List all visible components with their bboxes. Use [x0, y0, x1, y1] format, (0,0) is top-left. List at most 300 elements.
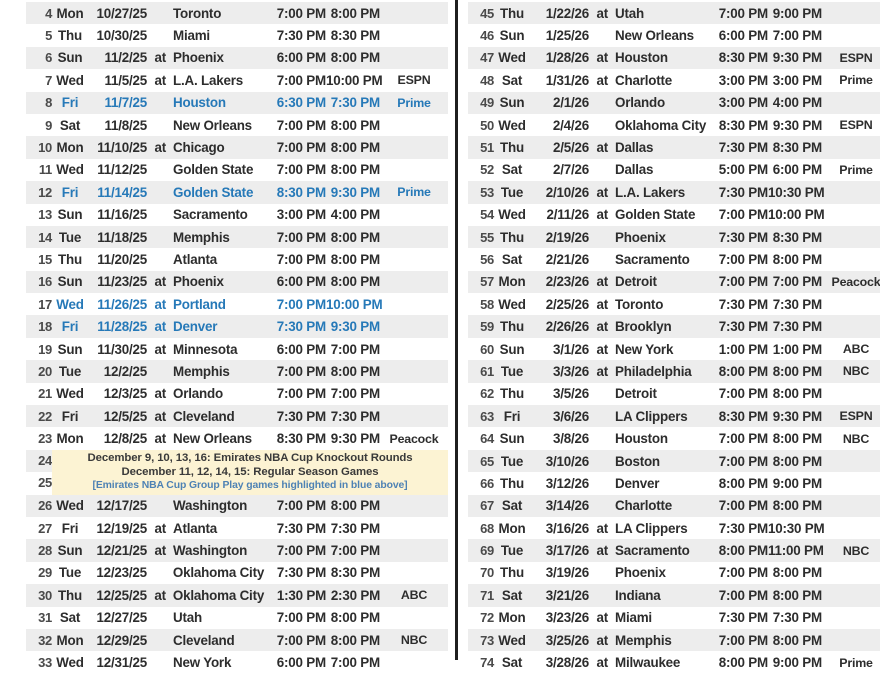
game-number: 28	[38, 543, 52, 559]
nba-cup-note	[52, 450, 448, 495]
game-date: 1/22/26	[545, 5, 589, 21]
eastern-time: 9:30 PM	[772, 117, 823, 133]
opponent-name: Miami	[173, 28, 210, 44]
game-day: Wed	[498, 296, 526, 312]
game-number: 68	[480, 520, 494, 536]
local-time: 7:30 PM	[718, 520, 768, 536]
game-row	[26, 338, 448, 360]
eastern-time: 3:00 PM	[772, 72, 822, 88]
eastern-time: 8:00 PM	[772, 251, 822, 267]
game-date: 3/1/26	[552, 341, 589, 357]
game-day: Wed	[498, 632, 526, 648]
game-number: 53	[480, 184, 494, 200]
local-time: 7:30 PM	[276, 565, 327, 581]
game-number: 55	[480, 229, 494, 245]
away-indicator: at	[154, 319, 166, 335]
game-day: Fri	[61, 95, 79, 111]
eastern-time: 8:30 PM	[772, 229, 822, 245]
game-number: 72	[480, 610, 494, 626]
local-time: 7:00 PM	[718, 207, 768, 223]
game-day: Tue	[58, 363, 82, 379]
opponent-name: New Orleans	[173, 431, 252, 447]
game-row	[26, 629, 448, 651]
game-day: Sun	[499, 341, 525, 357]
game-row	[26, 293, 448, 315]
opponent-name: Atlanta	[173, 520, 217, 536]
game-number: 12	[38, 184, 52, 200]
game-day: Thu	[500, 319, 524, 335]
game-row	[26, 495, 448, 517]
game-number: 10	[38, 140, 52, 156]
game-row	[468, 69, 880, 91]
away-indicator: at	[154, 341, 166, 357]
game-day: Tue	[500, 363, 524, 379]
game-number: 6	[45, 50, 52, 66]
game-date: 3/28/26	[545, 655, 589, 671]
eastern-time: 8:30 PM	[772, 140, 822, 156]
eastern-time: 8:00 PM	[330, 498, 380, 514]
game-day: Fri	[61, 319, 79, 335]
game-row	[468, 181, 880, 203]
game-row	[468, 226, 880, 248]
game-row	[468, 450, 880, 472]
game-number: 64	[480, 431, 494, 447]
eastern-time: 7:00 PM	[330, 655, 380, 671]
game-row	[26, 159, 448, 181]
eastern-time: 8:30 PM	[330, 28, 380, 44]
tv-network: NBC	[842, 543, 870, 558]
game-row	[468, 338, 880, 360]
local-time: 7:30 PM	[276, 28, 326, 44]
eastern-time: 9:30 PM	[330, 184, 380, 200]
game-date: 11/26/25	[97, 296, 147, 312]
local-time: 7:00 PM	[276, 5, 326, 21]
game-day: Sat	[59, 117, 81, 133]
game-date: 12/31/25	[96, 655, 147, 671]
local-time: 3:00 PM	[276, 207, 326, 223]
away-indicator: at	[596, 543, 608, 559]
game-day: Mon	[56, 632, 84, 648]
game-row	[468, 47, 880, 69]
eastern-time: 6:00 PM	[772, 162, 822, 178]
local-time: 6:00 PM	[276, 655, 326, 671]
game-day: Tue	[58, 565, 82, 581]
tv-network: ABC	[842, 342, 870, 357]
game-date: 12/27/25	[96, 610, 147, 626]
game-day: Thu	[58, 587, 82, 603]
opponent-name: Charlotte	[615, 498, 672, 514]
eastern-time: 8:00 PM	[330, 117, 380, 133]
game-number: 4	[45, 5, 52, 21]
local-time: 7:00 PM	[276, 72, 326, 88]
eastern-time: 8:00 PM	[772, 587, 822, 603]
game-day: Wed	[498, 50, 526, 66]
away-indicator: at	[596, 363, 608, 379]
game-row	[26, 226, 448, 248]
game-date: 3/5/26	[552, 386, 589, 402]
game-number: 65	[480, 453, 494, 469]
opponent-name: Houston	[615, 431, 668, 447]
eastern-time: 8:00 PM	[772, 386, 822, 402]
eastern-time: 8:00 PM	[772, 632, 822, 648]
local-time: 7:30 PM	[276, 520, 326, 536]
game-number: 59	[480, 319, 494, 335]
local-time: 7:00 PM	[276, 140, 326, 156]
away-indicator: at	[596, 296, 608, 312]
tv-network: ESPN	[397, 73, 431, 88]
away-indicator: at	[154, 408, 166, 424]
game-day: Fri	[61, 408, 79, 424]
opponent-name: Milwaukee	[615, 655, 681, 671]
game-date: 11/2/25	[104, 50, 147, 66]
eastern-time: 9:30 PM	[330, 319, 380, 335]
eastern-time: 10:00 PM	[768, 207, 825, 223]
opponent-name: Utah	[173, 610, 202, 626]
opponent-name: Minnesota	[173, 341, 238, 357]
game-date: 2/23/26	[545, 274, 589, 290]
game-row	[468, 405, 880, 427]
game-date: 12/3/25	[103, 386, 147, 402]
opponent-name: Brooklyn	[615, 319, 672, 335]
game-day: Wed	[56, 386, 84, 402]
game-date: 3/17/26	[545, 543, 589, 559]
game-row	[468, 315, 880, 337]
local-time: 6:00 PM	[276, 274, 326, 290]
local-time: 7:00 PM	[718, 565, 768, 581]
eastern-time: 7:30 PM	[330, 95, 380, 111]
schedule-column-right	[468, 2, 880, 674]
local-time: 7:30 PM	[718, 319, 768, 335]
game-day: Wed	[56, 72, 84, 88]
opponent-name: Dallas	[615, 162, 654, 178]
local-time: 8:00 PM	[718, 655, 768, 671]
game-number: 30	[38, 587, 52, 603]
game-row	[26, 427, 448, 449]
game-row	[468, 248, 880, 270]
eastern-time: 8:00 PM	[772, 363, 822, 379]
game-day: Thu	[500, 5, 524, 21]
opponent-name: Oklahoma City	[614, 117, 707, 133]
game-day: Thu	[58, 251, 82, 267]
game-day: Sat	[501, 251, 523, 267]
game-row	[468, 204, 880, 226]
game-number: 61	[480, 363, 494, 379]
cup-note-line2: December 11, 12, 14, 15: Regular Season Games	[121, 466, 379, 479]
game-date: 11/20/25	[97, 251, 147, 267]
opponent-name: Charlotte	[615, 72, 672, 88]
local-time: 7:00 PM	[276, 296, 326, 312]
game-date: 10/27/25	[96, 5, 147, 21]
opponent-name: Oklahoma City	[172, 565, 265, 581]
game-number: 50	[480, 117, 494, 133]
opponent-name: New York	[173, 655, 232, 671]
opponent-name: Boston	[615, 453, 660, 469]
game-day: Sun	[57, 543, 83, 559]
local-time: 5:00 PM	[718, 162, 768, 178]
game-day: Wed	[56, 655, 84, 671]
banner-game-numbers	[26, 450, 52, 495]
tv-network: Peacock	[831, 274, 880, 289]
game-number: 20	[38, 363, 52, 379]
local-time: 7:00 PM	[276, 363, 326, 379]
away-indicator: at	[154, 386, 166, 402]
eastern-time: 10:00 PM	[326, 72, 383, 88]
game-date: 12/23/25	[96, 565, 147, 581]
game-number: 45	[480, 5, 494, 21]
game-row	[26, 204, 448, 226]
away-indicator: at	[154, 520, 166, 536]
game-row	[26, 360, 448, 382]
game-row	[26, 607, 448, 629]
local-time: 8:00 PM	[718, 475, 768, 491]
opponent-name: Philadelphia	[615, 363, 692, 379]
opponent-name: Indiana	[615, 587, 661, 603]
game-date: 2/7/26	[552, 162, 589, 178]
eastern-time: 7:00 PM	[330, 341, 380, 357]
local-time: 7:30 PM	[718, 610, 768, 626]
opponent-name: Atlanta	[173, 251, 217, 267]
opponent-name: L.A. Lakers	[615, 184, 685, 200]
game-row	[26, 405, 448, 427]
local-time: 7:30 PM	[718, 296, 768, 312]
game-number: 56	[480, 251, 494, 267]
game-number: 63	[480, 408, 494, 424]
game-day: Wed	[56, 296, 84, 312]
tv-network: Prime	[397, 95, 431, 110]
local-time: 1:30 PM	[276, 587, 327, 603]
game-day: Tue	[500, 184, 524, 200]
opponent-name: Houston	[173, 95, 226, 111]
local-time: 7:00 PM	[718, 498, 768, 514]
schedule-column-left	[26, 2, 448, 674]
game-day: Sun	[499, 95, 525, 111]
eastern-time: 9:30 PM	[772, 408, 822, 424]
opponent-name: Phoenix	[173, 50, 224, 66]
game-date: 3/10/26	[545, 453, 589, 469]
opponent-name: New York	[615, 341, 674, 357]
away-indicator: at	[596, 72, 608, 88]
local-time: 7:00 PM	[718, 386, 768, 402]
local-time: 7:00 PM	[276, 498, 326, 514]
local-time: 8:30 PM	[718, 50, 768, 66]
game-row	[26, 181, 448, 203]
game-date: 10/30/25	[96, 28, 147, 44]
opponent-name: Cleveland	[173, 408, 235, 424]
away-indicator: at	[596, 184, 608, 200]
game-day: Wed	[56, 162, 84, 178]
game-day: Thu	[500, 229, 524, 245]
opponent-name: Dallas	[615, 140, 654, 156]
eastern-time: 8:00 PM	[330, 50, 380, 66]
eastern-time: 9:00 PM	[772, 475, 822, 491]
local-time: 7:00 PM	[276, 117, 326, 133]
game-day: Thu	[500, 475, 524, 491]
away-indicator: at	[596, 610, 608, 626]
opponent-name: LA Clippers	[615, 408, 688, 424]
game-day: Wed	[498, 207, 526, 223]
tv-network: NBC	[400, 633, 428, 648]
game-row	[26, 92, 448, 114]
game-row	[26, 47, 448, 69]
eastern-time: 4:00 PM	[330, 207, 380, 223]
game-date: 11/14/25	[97, 184, 147, 200]
column-divider	[455, 0, 458, 660]
game-row	[468, 159, 880, 181]
eastern-time: 9:30 PM	[772, 50, 822, 66]
game-day: Thu	[500, 565, 524, 581]
game-row	[26, 136, 448, 158]
away-indicator: at	[154, 274, 166, 290]
local-time: 7:30 PM	[276, 408, 326, 424]
game-number: 33	[38, 655, 52, 671]
opponent-name: LA Clippers	[615, 520, 688, 536]
game-date: 11/30/25	[97, 341, 147, 357]
game-day: Sun	[57, 207, 83, 223]
tv-network: NBC	[842, 431, 870, 446]
away-indicator: at	[596, 632, 608, 648]
game-day: Sat	[59, 610, 81, 626]
game-day: Fri	[61, 520, 79, 536]
opponent-name: Oklahoma City	[172, 587, 265, 603]
opponent-name: Denver	[173, 319, 218, 335]
game-date: 11/7/25	[104, 95, 147, 111]
game-row	[468, 24, 880, 46]
opponent-name: Memphis	[615, 632, 672, 648]
opponent-name: Houston	[615, 50, 668, 66]
away-indicator: at	[596, 655, 608, 671]
opponent-name: Portland	[173, 296, 226, 312]
game-day: Thu	[500, 140, 524, 156]
game-row	[468, 539, 880, 561]
game-row	[26, 562, 448, 584]
game-row	[468, 427, 880, 449]
opponent-name: Toronto	[615, 296, 664, 312]
eastern-time: 9:30 PM	[330, 431, 380, 447]
game-row	[468, 293, 880, 315]
local-time: 8:30 PM	[718, 117, 769, 133]
tv-network: ABC	[400, 588, 428, 603]
away-indicator: at	[154, 296, 166, 312]
game-row	[26, 383, 448, 405]
eastern-time: 8:00 PM	[772, 431, 822, 447]
opponent-name: Toronto	[173, 5, 222, 21]
eastern-time: 7:00 PM	[330, 543, 380, 559]
game-date: 2/10/26	[545, 184, 589, 200]
game-number: 26	[38, 498, 52, 514]
game-number: 29	[38, 565, 52, 581]
tv-network: Prime	[397, 185, 431, 200]
eastern-time: 9:00 PM	[772, 655, 822, 671]
game-number: 8	[45, 95, 52, 111]
opponent-name: New Orleans	[173, 117, 252, 133]
game-day: Sat	[501, 587, 523, 603]
game-row	[26, 2, 448, 24]
game-number: 11	[38, 162, 52, 178]
game-row	[26, 539, 448, 561]
game-number: 51	[480, 140, 494, 156]
eastern-time: 10:30 PM	[768, 184, 825, 200]
eastern-time: 8:00 PM	[330, 5, 380, 21]
game-day: Tue	[58, 229, 82, 245]
eastern-time: 7:00 PM	[772, 274, 822, 290]
away-indicator: at	[596, 5, 608, 21]
opponent-name: Orlando	[173, 386, 223, 402]
opponent-name: Detroit	[615, 274, 657, 290]
game-number: 46	[480, 28, 494, 44]
away-indicator: at	[596, 274, 608, 290]
game-day: Tue	[500, 453, 524, 469]
game-day: Sun	[57, 274, 83, 290]
eastern-time: 8:00 PM	[330, 632, 380, 648]
game-number: 22	[38, 408, 52, 424]
game-day: Mon	[56, 140, 84, 156]
game-number: 57	[480, 274, 494, 290]
game-date: 2/19/26	[545, 229, 589, 245]
opponent-name: Sacramento	[173, 207, 248, 223]
game-day: Fri	[503, 408, 521, 424]
game-number: 47	[480, 50, 494, 66]
eastern-time: 7:30 PM	[772, 610, 822, 626]
game-row	[468, 92, 880, 114]
local-time: 6:00 PM	[276, 50, 326, 66]
tv-network: Prime	[839, 73, 873, 88]
local-time: 7:30 PM	[718, 140, 768, 156]
eastern-time: 8:00 PM	[772, 453, 822, 469]
away-indicator: at	[596, 341, 608, 357]
eastern-time: 9:00 PM	[772, 5, 822, 21]
game-date: 12/17/25	[96, 498, 147, 514]
game-date: 11/8/25	[104, 117, 147, 133]
game-number: 48	[480, 72, 494, 88]
game-number: 14	[38, 229, 52, 245]
game-day: Tue	[500, 543, 524, 559]
game-number: 49	[480, 95, 494, 111]
opponent-name: Phoenix	[615, 229, 666, 245]
game-number: 13	[38, 207, 52, 223]
local-time: 7:00 PM	[276, 162, 326, 178]
game-date: 3/25/26	[545, 632, 589, 648]
game-number: 19	[38, 341, 52, 357]
local-time: 7:00 PM	[718, 431, 768, 447]
away-indicator: at	[596, 50, 608, 66]
opponent-name: Phoenix	[615, 565, 666, 581]
game-date: 3/19/26	[545, 565, 589, 581]
game-row	[468, 584, 880, 606]
eastern-time: 7:00 PM	[330, 386, 380, 402]
game-number: 67	[480, 498, 494, 514]
away-indicator: at	[596, 319, 608, 335]
game-number: 5	[45, 28, 52, 44]
game-date: 11/16/25	[97, 207, 147, 223]
eastern-time: 8:00 PM	[330, 140, 380, 156]
opponent-name: Miami	[615, 610, 652, 626]
eastern-time: 7:30 PM	[772, 319, 822, 335]
opponent-name: Washington	[173, 498, 248, 514]
away-indicator: at	[154, 140, 166, 156]
eastern-time: 8:00 PM	[330, 363, 380, 379]
tv-network: Peacock	[389, 431, 439, 446]
local-time: 3:00 PM	[718, 95, 768, 111]
game-number: 27	[38, 520, 52, 536]
game-date: 3/14/26	[545, 498, 589, 514]
local-time: 7:00 PM	[718, 274, 768, 290]
away-indicator: at	[154, 587, 166, 603]
game-date: 2/11/26	[546, 207, 589, 223]
game-date: 2/25/26	[545, 296, 589, 312]
game-date: 11/5/25	[104, 72, 147, 88]
eastern-time: 10:30 PM	[768, 520, 825, 536]
game-row	[468, 517, 880, 539]
